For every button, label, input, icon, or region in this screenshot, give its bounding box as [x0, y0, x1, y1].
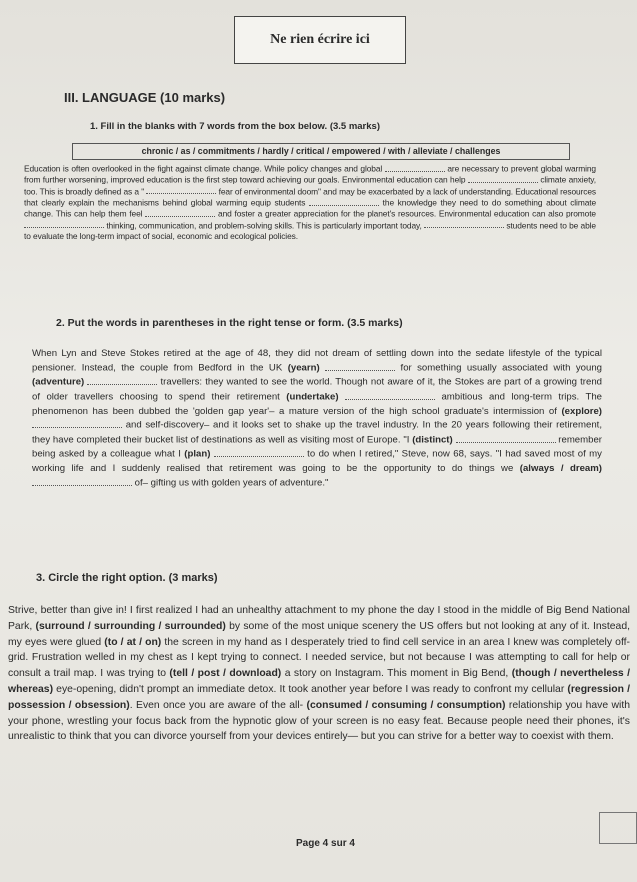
ex1-line: is the first step toward achieving our goals. Environmental education can help — [184, 174, 466, 185]
ex2-text: of– gifting us with golden years of adventure." — [132, 477, 329, 489]
blank-field[interactable] — [325, 361, 395, 371]
exercise2-instruction: 2. Put the words in parentheses in the right tense or form. (3.5 marks) — [56, 317, 403, 329]
do-not-write-label: Ne rien écrire ici — [270, 32, 370, 47]
verb-cue: (yearn) — [287, 362, 320, 374]
page-number: Page 4 sur 4 — [296, 838, 355, 849]
ex1-line: communication, and problem-solving skills. This is particularly important today, — [138, 220, 422, 231]
verb-cue: (always / dream) — [519, 463, 602, 474]
ex3-text: the screen in my hand as I desperately tried to find cell service in an area I knew was completely off-grid. Frustration welled in my chest as I kept trying to connect. I needed service, but not because I was attempting to call for help or consult a trail map. I was trying to — [8, 636, 630, 680]
ex1-line: climate — [540, 174, 567, 185]
verb-cue: (plan) — [184, 449, 211, 461]
ex1-line: fear of environmental doom" and may be — [218, 186, 366, 197]
ex1-line: thinking, — [106, 220, 137, 231]
exercise1-text — [24, 163, 596, 242]
ex3-text: Strive, better than give in! I first realized I had an unhealthy attachment to my phone the day I stood in the middle of Big Bend National Park, — [8, 605, 630, 632]
option-group[interactable]: (consumed / consuming / consumption) — [306, 699, 506, 711]
blank-field[interactable] — [87, 375, 157, 385]
ex3-text: a story on Instagram. This moment in Big Bend, — [281, 668, 512, 680]
blank-field[interactable] — [32, 418, 122, 428]
section-title: III. LANGUAGE (10 marks) — [64, 90, 226, 105]
option-group[interactable]: (though / nevertheless / whereas) — [8, 668, 630, 695]
ex1-line: Education is often overlooked in the fight against climate change. While policy changes and global — [24, 163, 383, 174]
ex3-text: . Even once you are aware of the all- — [129, 699, 307, 711]
blank-field[interactable] — [424, 220, 504, 229]
blank-field[interactable] — [309, 197, 379, 206]
ex1-line: students need to be able to evaluate the long-term impact of social, economic and ecological policies. — [24, 220, 596, 242]
blank-field[interactable] — [32, 476, 132, 486]
ex3-text: eye-opening, didn't prompt an immediate detox. It took another year before I was ready to confront my cellular — [53, 683, 568, 695]
ex1-line: are necessary to prevent global warming from further worsening, improved education — [24, 163, 596, 185]
blank-field[interactable] — [456, 433, 556, 443]
blank-field[interactable] — [24, 220, 104, 229]
word-box: chronic / as / commitments / hardly / critical / empowered / with / alleviate / challenges — [72, 143, 570, 160]
ex1-line: anxiety, too. This is broadly defined as a " — [24, 174, 597, 197]
exercise1-instruction: 1. Fill in the blanks with 7 words from the box below. (3.5 marks) — [90, 121, 380, 132]
ex1-line: exacerbated by a lack of understanding. Educational resources that clearly explain the mechanisms — [24, 186, 597, 208]
blank-field[interactable] — [385, 163, 445, 172]
option-group[interactable]: (to / at / on) — [104, 636, 162, 648]
score-box — [599, 812, 637, 844]
ex1-line: the knowledge they need to do something — [382, 197, 543, 208]
ex2-text: to do when I retired," Steve, now 68, says. "I had saved most of my working life and I suddenly realised that retirement was going to be the opportunity to do things we — [32, 449, 602, 474]
blank-field[interactable] — [145, 208, 215, 217]
blank-field[interactable] — [345, 390, 435, 400]
option-group[interactable]: (regression / possession / obsession) — [8, 683, 630, 711]
verb-cue: (adventure) — [32, 377, 85, 389]
blank-field[interactable] — [214, 447, 304, 457]
option-group[interactable]: (tell / post / download) — [169, 668, 282, 680]
ex1-line: the planet's resources. Environmental education can also promote — [353, 208, 596, 219]
verb-cue: (distinct) — [412, 434, 453, 446]
exercise3-text — [8, 603, 630, 745]
option-group[interactable]: (surround / surrounding / surrounded) — [35, 620, 226, 632]
ex3-text: relationship you have with your phone, wrestling your focus back from the hypnotic glow of your screen is no easy feat. Because people need their phones, it's unrealistic to think that you can divorce yourself from your devices entirely— but you can strive for a better way to coexist with them. — [8, 699, 631, 743]
verb-cue: (explore) — [561, 405, 602, 417]
ex2-text: When Lyn and Steve Stokes retired at the age of 48, they did not dream of settling down into the sedate lifestyle of the typical pensioner. Instead, the couple from Bedford in the UK — [32, 348, 602, 374]
ex2-text: for something usually associated with young — [395, 362, 602, 374]
ex2-text: ambitious and long-term trips. The phenomenon has been dubbed the 'golden gap year'– a mature version of the high school graduate's intermission of — [32, 391, 603, 417]
ex3-text: by some of the most unique scenery the US offers but not looking at any of it. Instead, my eyes were glued — [8, 620, 630, 648]
exercise3-instruction: 3. Circle the right option. (3 marks) — [36, 572, 218, 584]
blank-field[interactable] — [146, 186, 216, 195]
ex1-line: about climate change. This can help them feel — [24, 197, 597, 219]
blank-field[interactable] — [468, 174, 538, 183]
ex2-text: remember being asked by a colleague what I — [32, 434, 602, 461]
ex2-text: and self-discovery– and it looks set to shake up the travel industry. In the 20 years following their retirement, they have completed their bucket list of destinations as well as visiting most of Europe. "I — [32, 420, 602, 446]
verb-cue: (undertake) — [286, 391, 339, 403]
do-not-write-box — [234, 16, 406, 64]
exercise2-text — [32, 347, 602, 490]
ex1-line: behind global warming equip students — [162, 197, 306, 208]
ex1-line: and foster a greater appreciation for — [218, 208, 351, 219]
ex2-text: travellers: they wanted to see the world. Though not aware of it, the Stokes are part of a growing trend of older travellers choosing to spend their retirement — [32, 377, 602, 403]
